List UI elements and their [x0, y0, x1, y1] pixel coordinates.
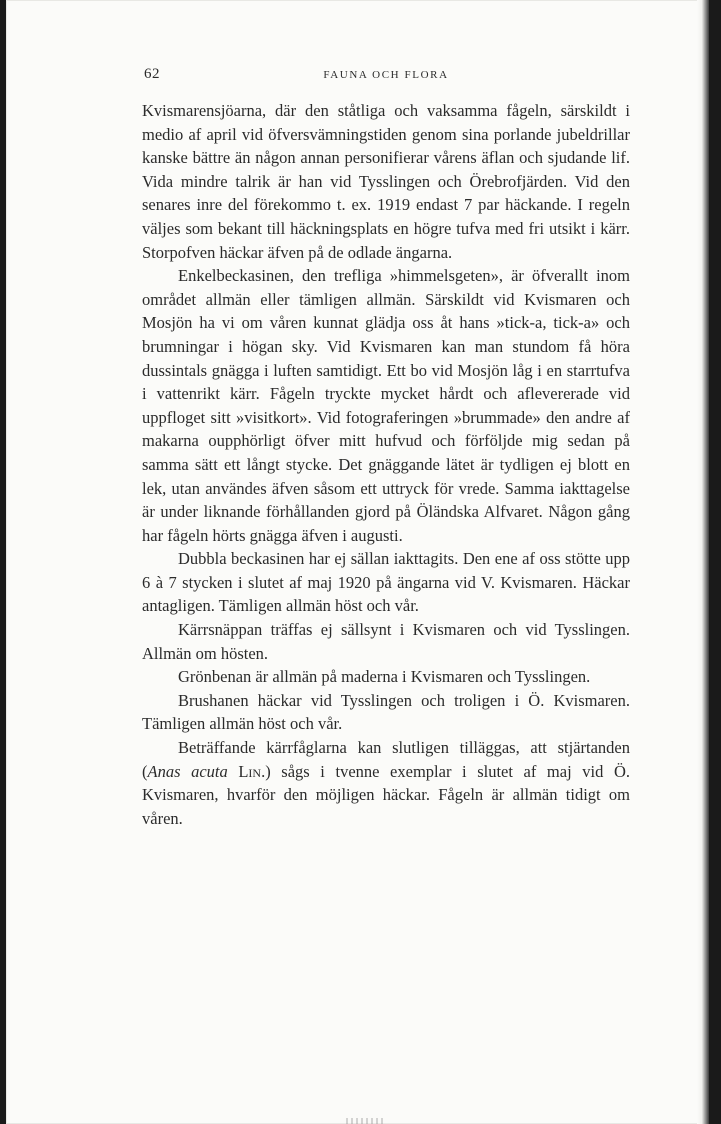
scan-artifact [346, 1118, 386, 1124]
page-edge-shadow [697, 0, 709, 1124]
page-number: 62 [144, 66, 160, 82]
taxon-authority: Lin. [238, 761, 266, 781]
paragraph-3: Dubbla beckasinen har ej sällan iakttagits. Den ene af oss stötte upp 6 à 7 stycken i slutet af maj 1920 på ängarna vid V. Kvismaren. Häckar antagligen. Tämligen allmän höst och vår. [142, 549, 630, 616]
paragraph-7-tail: ) sågs i tvenne exemplar i slutet af maj vid Ö. Kvismaren, hvarför den möjligen häckar. Fågeln är allmän tidigt om våren. [142, 761, 630, 828]
paragraph-1: Kvismarensjöarna, där den ståtliga och vaksamma fågeln, särskildt i medio af april vid öfversvämningstiden genom sina porlande jubeldrillar kanske bättre än någon annan personifierar vårens äflan och sjudande lif. Vida mindre talrik är han vid Tysslingen och Örebrofjärden. Vid den senares inre del förekommo t. ex. 1919 endast 7 par häckande. I regeln väljes som bekant till häckningsplats en högre tufva med fri utsikt i kärr. Storpofven häckar äfven på de odlade ängarna. [142, 101, 630, 262]
body-text [142, 99, 630, 830]
running-head: FAUNA OCH FLORA [323, 69, 449, 81]
species-name: Anas acuta [147, 761, 228, 781]
paragraph-5: Grönbenan är allmän på maderna i Kvismaren och Tysslingen. [178, 667, 591, 687]
paragraph-7-lead: Beträffande kärrfåglarna kan slutligen tilläggas, att stjärtanden ( [142, 738, 630, 781]
paragraph-6: Brushanen häckar vid Tysslingen och troligen i Ö. Kvismaren. Tämligen allmän höst och vår. [142, 690, 630, 734]
paragraph-2: Enkelbeckasinen, den trefliga »himmelsgeten», är öfverallt inom området allmän eller tämligen allmän. Särskildt vid Kvismaren och Mosjön ha vi om våren kunnat glädja oss åt hans »tick-a, tick-a» och brumningar i högan sky. Vid Kvismaren kan man stundom få höra dussintals gnägga i luften samtidigt. Ett bo vid Mosjön låg i en starrtufva i vattenrikt kärr. Fågeln tryckte mycket hårdt och aflevererade vid uppfloget sitt »visitkort». Vid fotograferingen »brummade» den andre af makarna oupphörligt öfver mitt hufvud och förföljde mig sedan på samma sätt ett långt stycke. Det gnäggande lätet är tydligen ej blott en lek, utan användes äfven såsom ett uttryck för vrede. Samma iakttagelse är under liknande förhållanden gjord på Öländska Alfvaret. Någon gång har fågeln hörts gnägga äfven i augusti. [142, 266, 630, 545]
book-page [6, 0, 709, 1124]
paragraph-7 [142, 736, 630, 830]
paragraph-4: Kärrsnäppan träffas ej sällsynt i Kvismaren och vid Tysslingen. Allmän om hösten. [142, 620, 630, 663]
page-header [142, 66, 630, 86]
